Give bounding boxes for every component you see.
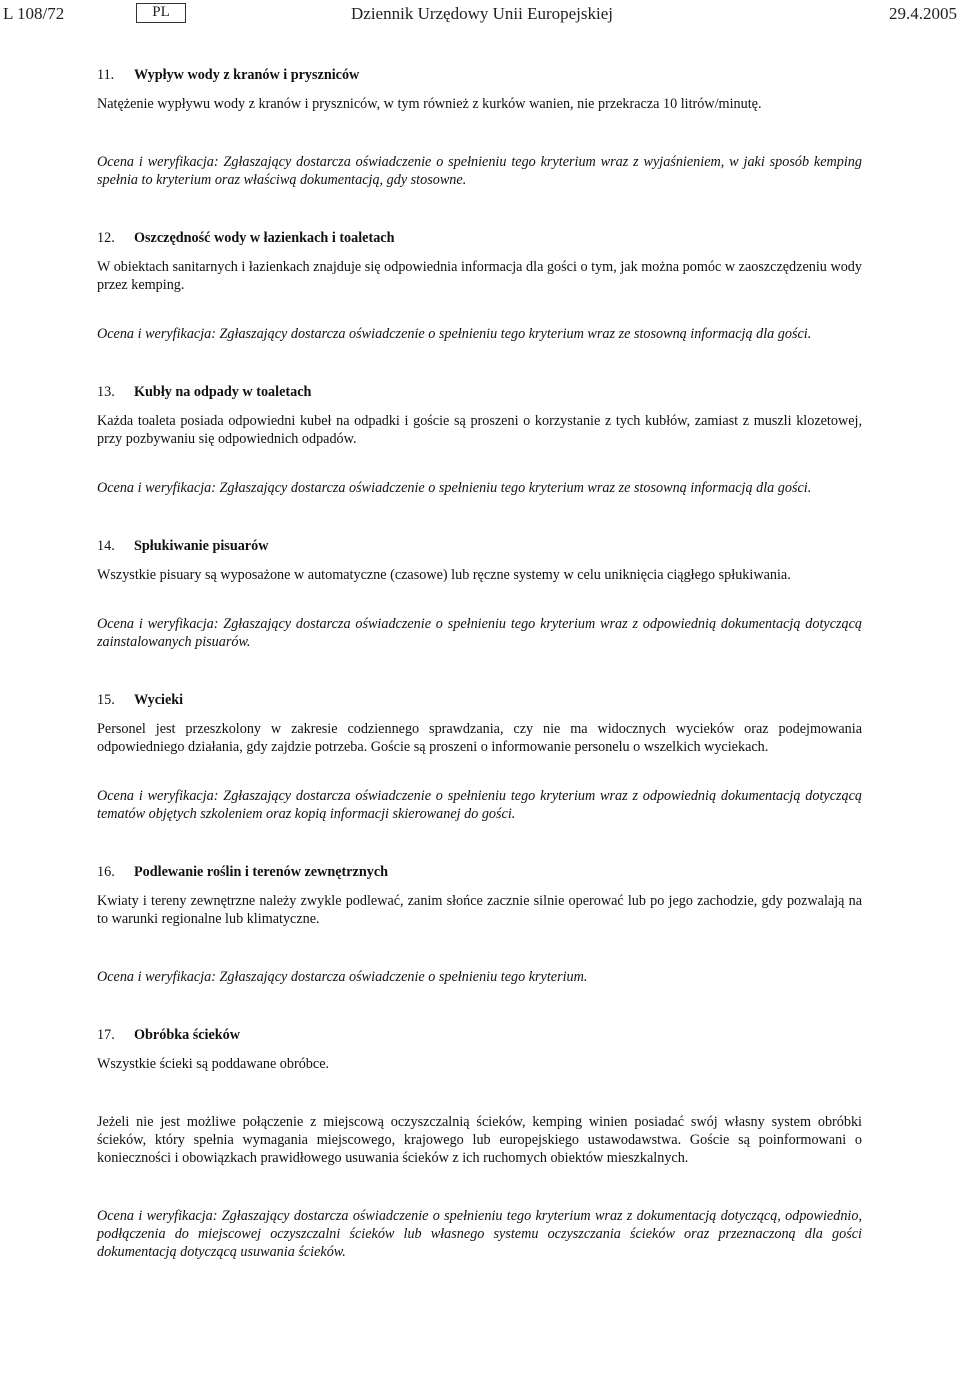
section-title: Kubły na odpady w toaletach [134,384,312,400]
publication-date: 29.4.2005 [889,4,957,23]
section-text: Każda toaleta posiada odpowiedni kubeł na odpadki i goście są proszeni o korzystanie z tych kubłów, zamiast z muszli klozetowej, przy pozbywaniu się odpowiednich odpadów. [97,413,862,447]
assessment-text: Ocena i weryfikacja: Zgłaszający dostarcza oświadczenie o spełnieniu tego kryterium wraz z dokumentacją dotyczącą, odpowiednio, podłączenia do miejscowej oczyszczalni ścieków lub własnego systemu oczyszczania ścieków oraz przeznaczoną dla gości dokumentacją dotyczącą usuwania ścieków. [97,1208,862,1260]
section-text: Wszystkie pisuary są wyposażone w automatyczne (czasowe) lub ręczne systemy w celu uniknięcia ciągłego spłukiwania. [97,567,791,583]
assessment-text: Ocena i weryfikacja: Zgłaszający dostarcza oświadczenie o spełnieniu tego kryterium wraz ze stosowną informacją dla gości. [97,480,812,496]
section-number: 14. [97,538,115,554]
section-heading [97,1026,862,1045]
section-title: Podlewanie roślin i terenów zewnętrznych [134,864,389,880]
journal-title: Dziennik Urzędowy Unii Europejskiej [351,4,614,23]
document-body [97,66,862,1261]
section-title: Wypływ wody z kranów i pryszniców [134,67,360,83]
section-heading [97,863,862,882]
section-text: Wszystkie ścieki są poddawane obróbce. [97,1056,330,1072]
section-heading [97,229,862,248]
section-heading [97,691,862,710]
section-16 [97,863,862,986]
section-heading [97,66,862,85]
assessment-text: Ocena i weryfikacja: Zgłaszający dostarcza oświadczenie o spełnieniu tego kryterium. [97,969,588,985]
language-badge: PL [136,3,186,23]
section-text: W obiektach sanitarnych i łazienkach znajduje się odpowiednia informacja dla gości o tym, jak można pomóc w zaoszczędzeniu wody przez kemping. [97,259,862,293]
section-text: Jeżeli nie jest możliwe połączenie z miejscową oczyszczalnią ścieków, kemping winien posiadać swój własny system obróbki ścieków, który spełnia wymagania miejscowego, krajowego lub europejskiego ustawodawstwa. Goście są poinformowani o konieczności i obowiązkach prawidłowego usuwania ścieków z ich ruchomych obiektów mieszkalnych. [97,1114,862,1166]
section-number: 17. [97,1027,115,1043]
section-title: Spłukiwanie pisuarów [134,538,269,554]
section-heading [97,383,862,402]
section-12 [97,229,862,343]
section-15 [97,691,862,823]
section-title: Oszczędność wody w łazienkach i toaletach [134,230,395,246]
section-text: Natężenie wypływu wody z kranów i pryszniców, w tym również z kurków wanien, nie przekracza 10 litrów/minutę. [97,96,762,112]
section-11 [97,66,862,189]
assessment-text: Ocena i weryfikacja: Zgłaszający dostarcza oświadczenie o spełnieniu tego kryterium wraz z odpowiednią dokumentacją dotyczącą tematów objętych szkoleniem oraz kopią informacji skierowanej do gości. [97,788,862,822]
section-17 [97,1026,862,1261]
page-reference: L 108/72 [3,4,65,23]
section-number: 11. [97,67,115,83]
section-number: 12. [97,230,115,246]
section-number: 16. [97,864,115,880]
assessment-text: Ocena i weryfikacja: Zgłaszający dostarcza oświadczenie o spełnieniu tego kryterium wraz z wyjaśnieniem, w jaki sposób kemping spełnia to kryterium oraz właściwą dokumentacją, gdy stosowne. [97,154,862,188]
section-text: Kwiaty i tereny zewnętrzne należy zwykle podlewać, zanim słońce zacznie silnie operować lub po jego zachodzie, gdy pozwalają na to warunki regionalne lub klimatyczne. [97,893,862,927]
assessment-text: Ocena i weryfikacja: Zgłaszający dostarcza oświadczenie o spełnieniu tego kryterium wraz z odpowiednią dokumentacją dotyczącą zainstalowanych pisuarów. [97,616,862,650]
section-heading [97,537,862,556]
section-14 [97,537,862,651]
assessment-text: Ocena i weryfikacja: Zgłaszający dostarcza oświadczenie o spełnieniu tego kryterium wraz ze stosowną informacją dla gości. [97,326,812,342]
section-number: 13. [97,384,115,400]
section-title: Obróbka ścieków [134,1027,241,1043]
section-text: Personel jest przeszkolony w zakresie codziennego sprawdzania, czy nie ma widocznych wycieków oraz podejmowania odpowiedniego działania, gdy zajdzie potrzeba. Goście są proszeni o informowanie personelu o wszelkich wyciekach. [97,721,862,755]
page-header [3,3,957,25]
section-title: Wycieki [134,692,184,708]
section-number: 15. [97,692,115,708]
section-13 [97,383,862,497]
